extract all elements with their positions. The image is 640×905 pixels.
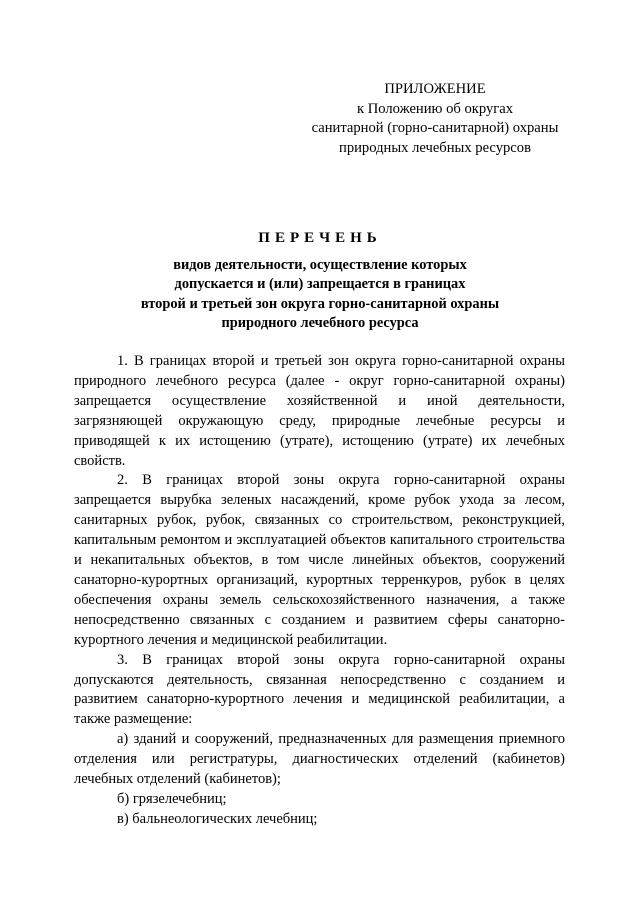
appendix-line: к Положению об округах xyxy=(356,100,514,117)
list-item-a: а) зданий и сооружений, предназначенных для размещения приемного отделения или регистратуры, диагностических отделений (кабинетов) лечебных отделений (кабинетов); xyxy=(74,731,565,788)
paragraph-3: 3. В границах второй зоны округа горно-санитарной охраны допускаются деятельность, связанная непосредственно с созданием и развитием санаторно-курортного лечения и медицинской реабилитации, а также размещение: xyxy=(74,651,565,728)
paragraph-1: 1. В границах второй и третьей зон округа горно-санитарной охраны природного лечебного ресурса (далее - округ горно-санитарной охраны) запрещается осуществление хозяйственной и иной деятельности, загрязняющей окружающую среду, природные лечебные ресурсы и приводящей к их истощению (утрате), истощению (утрате) их лечебных свойств. xyxy=(74,353,565,469)
document-body xyxy=(74,352,565,830)
appendix-line: природных лечебных ресурсов xyxy=(339,139,531,156)
list-item-b: б) грязелечебниц; xyxy=(117,790,227,807)
list-item-v: в) бальнеологических лечебниц; xyxy=(117,810,318,827)
appendix-line: санитарной (горно-санитарной) охраны xyxy=(311,120,559,137)
subtitle-line: допускается и (или) запрещается в границах xyxy=(174,276,466,293)
appendix-heading: ПРИЛОЖЕНИЕ xyxy=(384,81,486,97)
paragraph-2: 2. В границах второй зоны округа горно-санитарной охраны запрещается вырубка зеленых насаждений, кроме рубок ухода за лесом, санитарных рубок, рубок, связанных со строительством, реконструкцией, капитальным ремонтом и эксплуатацией объектов капитального строительства и некапитальных объектов, в том числе линейных объектов, сооружений санаторно-курортных организаций, курортных терренкуров, рубок в целях обеспечения охраны земель сельскохозяйственного назначения, а также непосредственно связанных с созданием и развитием сферы санаторно-курортного лечения и медицинской реабилитации. xyxy=(74,472,565,648)
subtitle-line: природного лечебного ресурса xyxy=(221,315,419,332)
subtitle-line: видов деятельности, осуществление которых xyxy=(173,257,467,273)
subtitle-line: второй и третьей зон округа горно-санитарной охраны xyxy=(140,295,500,312)
document-title: ПЕРЕЧЕНЬ xyxy=(258,230,382,246)
document-subtitle xyxy=(0,256,640,334)
appendix-block xyxy=(300,80,570,158)
